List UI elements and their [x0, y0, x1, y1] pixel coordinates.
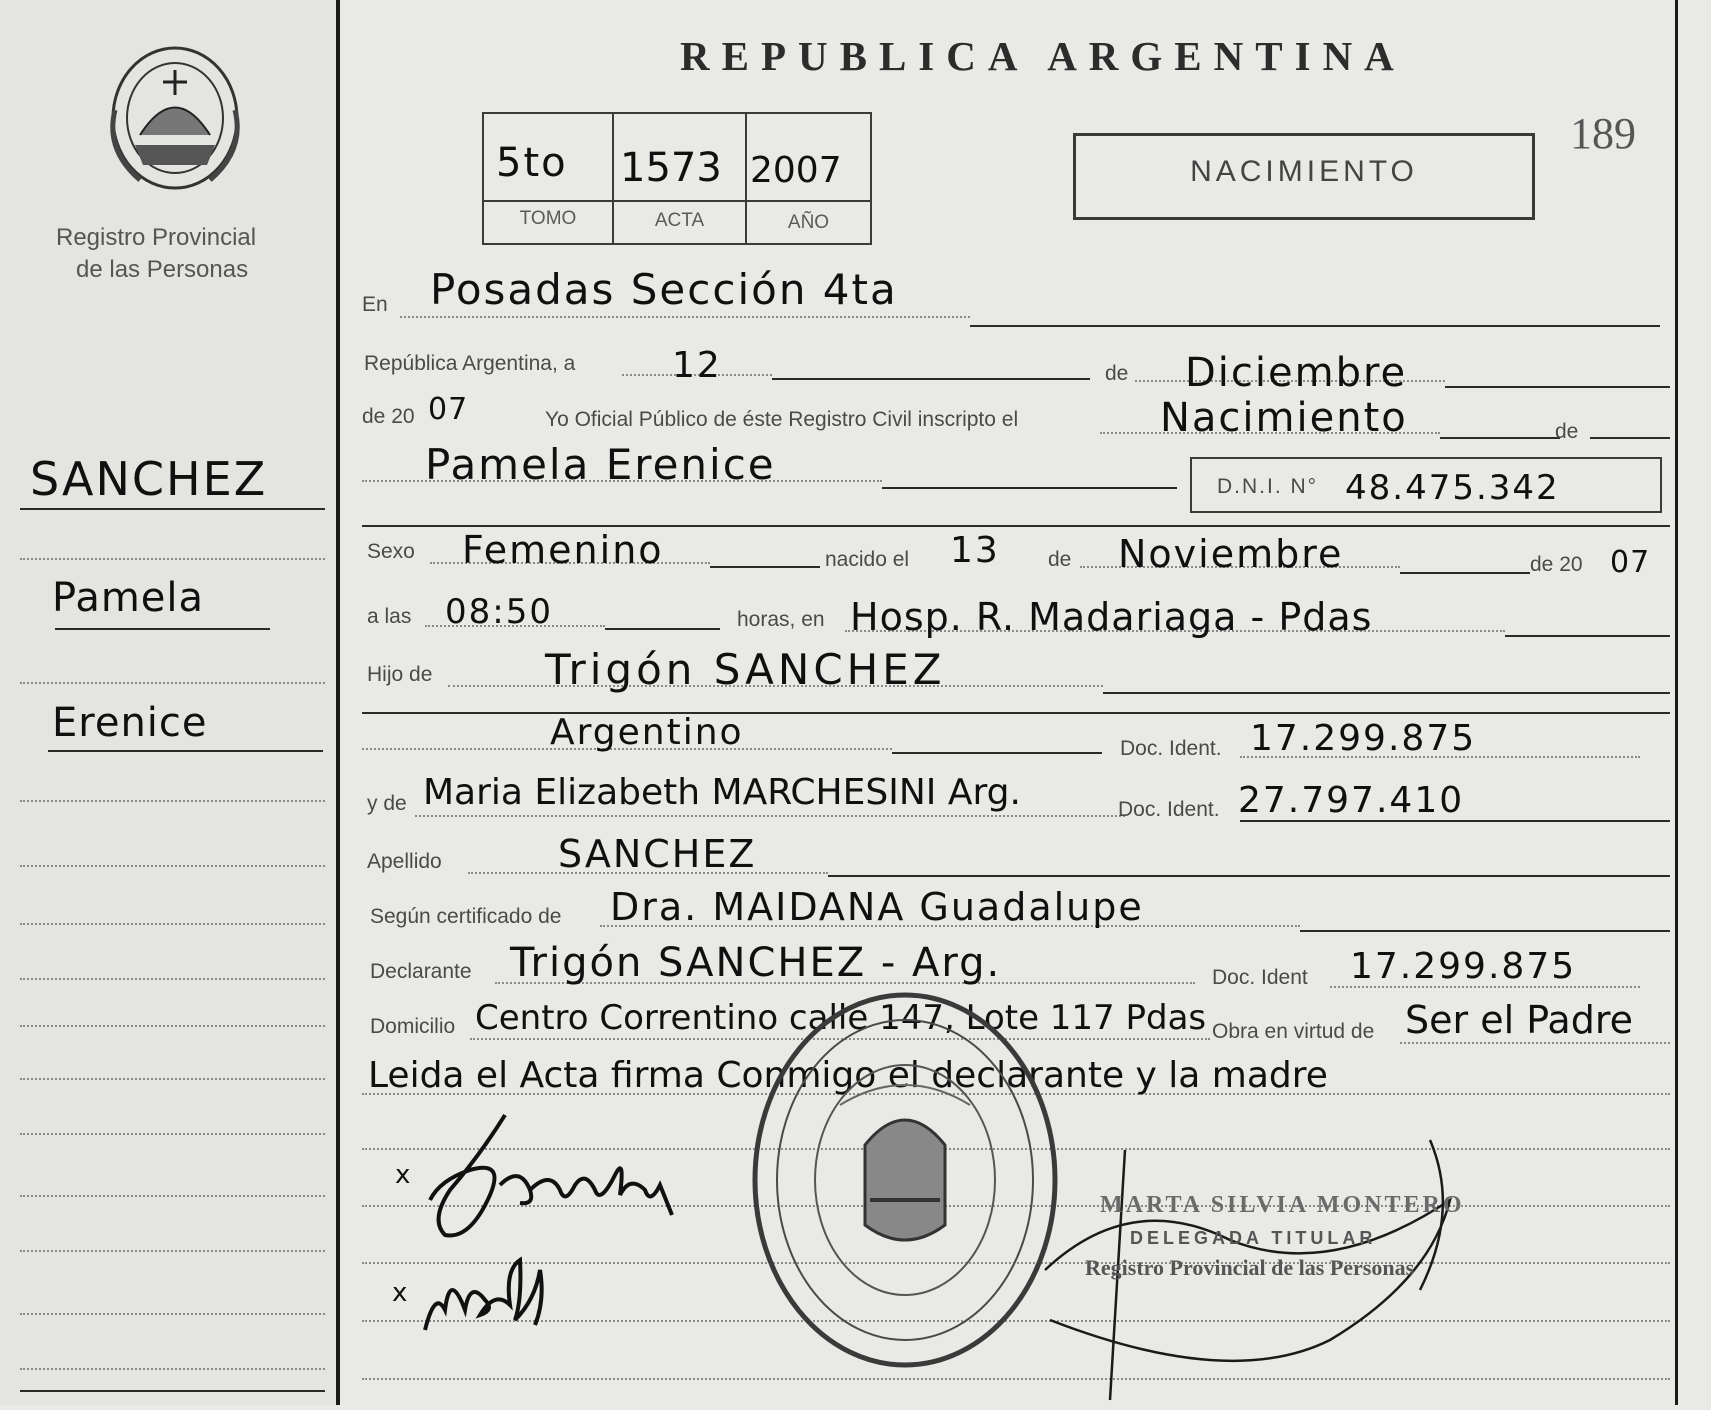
solid-line [710, 566, 820, 568]
value-certificado: Dra. MAIDANA Guadalupe [610, 885, 1144, 929]
index-underline [55, 628, 270, 630]
value-virtud: Ser el Padre [1405, 998, 1633, 1042]
country-title: REPUBLICA ARGENTINA [680, 33, 1406, 79]
label-de: de [1105, 362, 1129, 385]
value-doc-declarante: 17.299.875 [1350, 946, 1577, 987]
label-segun: Según certificado de [370, 905, 562, 928]
value-lugar: Posadas Sección 4ta [430, 265, 898, 314]
solid-line [1505, 635, 1670, 637]
value-doc-padre: 17.299.875 [1250, 718, 1477, 759]
label-dni: D.N.I. N° [1217, 475, 1319, 498]
index-line [20, 923, 325, 925]
index-line [20, 1368, 325, 1370]
index-underline [20, 508, 325, 510]
label-sexo: Sexo [367, 540, 415, 563]
ano-value: 2007 [750, 150, 842, 191]
index-line [20, 558, 325, 560]
delegate-office: Registro Provincial de las Personas [1085, 1255, 1415, 1280]
solid-line [892, 752, 1102, 754]
register-divider [482, 200, 872, 202]
index-line [20, 800, 325, 802]
label-doc3: Doc. Ident [1212, 966, 1308, 989]
dotted-line [415, 815, 1125, 817]
solid-line [882, 487, 1177, 489]
value-declarante: Trigón SANCHEZ - Arg. [510, 940, 1002, 986]
value-dia-nac: 13 [950, 530, 1000, 571]
index-name1: Pamela [52, 575, 205, 621]
value-leida: Leida el Acta firma Conmigo el declarante y la madre [368, 1055, 1328, 1096]
index-name2: Erenice [52, 700, 208, 746]
act-type: NACIMIENTO [1190, 155, 1418, 188]
label-alas: a las [367, 605, 412, 628]
label-domicilio: Domicilio [370, 1015, 456, 1038]
acta-label: ACTA [654, 210, 705, 231]
value-sexo: Femenino [462, 528, 664, 572]
label-nacido: nacido el [825, 548, 910, 571]
label-en: En [362, 293, 388, 316]
solid-line [772, 378, 1090, 380]
label-declarante: Declarante [370, 960, 472, 983]
solid-line [1445, 386, 1670, 388]
label-de20-end: de 20 [1530, 553, 1583, 576]
label-obra: Obra en virtud de [1212, 1020, 1375, 1043]
index-line [20, 1025, 325, 1027]
value-anio: 07 [428, 392, 469, 427]
label-yde: y de [367, 792, 407, 815]
value-hora: 08:50 [445, 592, 553, 632]
provincial-emblem-icon [95, 40, 255, 200]
label-de-mid: de [1048, 548, 1072, 571]
index-line [20, 1078, 325, 1080]
mother-signature [410, 1240, 570, 1340]
value-madre: Maria Elizabeth MARCHESINI Arg. [423, 772, 1021, 813]
dotted-line [1400, 1042, 1670, 1044]
signature-mark: x [395, 1160, 413, 1190]
father-signature [410, 1095, 710, 1245]
index-line [20, 682, 325, 684]
value-lugar-nac: Hosp. R. Madariaga - Pdas [850, 595, 1373, 639]
index-bottom-line [20, 1390, 325, 1392]
delegate-role: DELEGADA TITULAR [1130, 1228, 1377, 1248]
index-line [20, 1313, 325, 1315]
index-line [20, 1250, 325, 1252]
value-apellido: SANCHEZ [558, 832, 757, 876]
value-mes-nac: Noviembre [1118, 532, 1344, 576]
label-hijo: Hijo de [367, 663, 433, 686]
index-underline [48, 750, 323, 752]
delegate-name: MARTA SILVIA MONTERO [1100, 1192, 1465, 1218]
label-de20: de 20 [362, 405, 415, 428]
registry-name-line2: de las Personas [76, 256, 249, 283]
value-anio-nac: 07 [1610, 545, 1651, 580]
label-doc2: Doc. Ident. [1118, 798, 1220, 821]
label-de-end: de [1555, 420, 1579, 443]
label-oficial: Yo Oficial Público de éste Registro Civil inscripto el [545, 408, 1019, 431]
index-line [20, 1195, 325, 1197]
value-mes: Diciembre [1185, 350, 1408, 396]
acta-value: 1573 [620, 145, 722, 191]
value-dni: 48.475.342 [1345, 468, 1560, 508]
value-doc-madre: 27.797.410 [1238, 780, 1465, 821]
value-nombre: Pamela Erenice [425, 440, 776, 489]
solid-line [605, 628, 720, 630]
page-number: 189 [1570, 109, 1636, 158]
official-seal [745, 985, 1065, 1375]
value-nacionalidad: Argentino [550, 712, 744, 753]
dotted-line [400, 316, 970, 318]
value-domicilio: Centro Correntino calle 147, Lote 117 Pdas [475, 998, 1207, 1038]
registry-name-line1: Registro Provincial [56, 224, 257, 251]
ano-label: AÑO [787, 212, 830, 233]
value-dia: 12 [672, 345, 722, 386]
value-padre: Trigón SANCHEZ [545, 645, 946, 694]
label-republica: República Argentina, a [364, 352, 576, 375]
tomo-value: 5to [496, 140, 568, 186]
index-line [20, 1133, 325, 1135]
solid-line [1590, 437, 1670, 439]
label-apellido: Apellido [367, 850, 442, 873]
right-border [1675, 0, 1678, 1405]
value-tipo: Nacimiento [1160, 395, 1408, 441]
left-border [336, 0, 340, 1405]
label-horas: horas, en [737, 608, 825, 631]
label-doc1: Doc. Ident. [1120, 737, 1222, 760]
solid-line [1400, 572, 1530, 574]
solid-line [970, 325, 1660, 327]
solid-line [828, 875, 1670, 877]
solid-line [362, 525, 1670, 527]
signature-mark: x [392, 1278, 410, 1308]
index-surname: SANCHEZ [30, 452, 268, 506]
solid-line [1103, 692, 1670, 694]
solid-line [1440, 437, 1560, 439]
index-line [20, 978, 325, 980]
index-line [20, 865, 325, 867]
tomo-label: TOMO [519, 208, 577, 229]
solid-line [1300, 930, 1670, 932]
